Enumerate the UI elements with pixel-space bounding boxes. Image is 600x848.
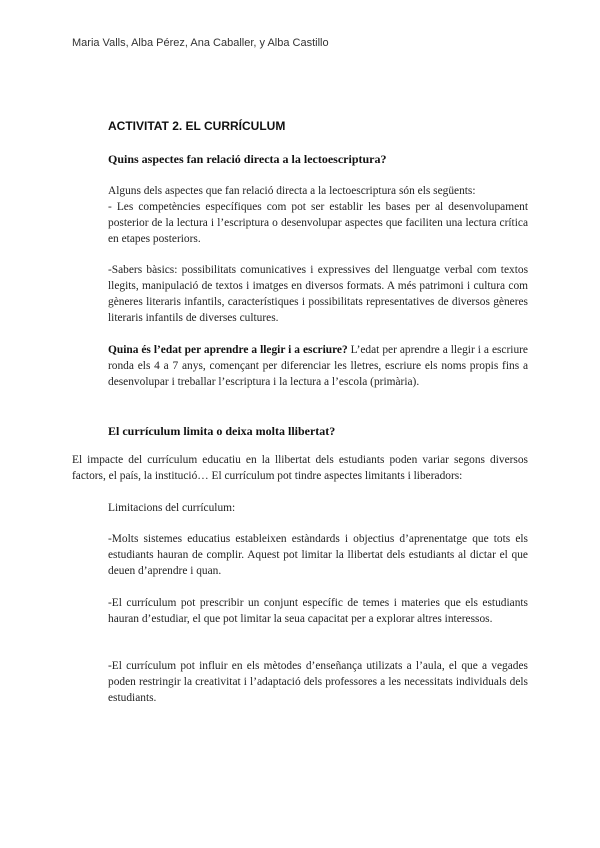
activity-title: ACTIVITAT 2. EL CURRÍCULUM <box>108 119 286 133</box>
page-header-authors: Maria Valls, Alba Pérez, Ana Caballer, y Alba Castillo <box>72 37 329 49</box>
question-heading-freedom: El currículum limita o deixa molta llibertat? <box>108 424 336 438</box>
paragraph-curriculum-impact: El impacte del currículum educatiu en la llibertat dels estudiants poden variar segons diversos factors, el país, la institució… El currículum pot tindre aspectes limitants i liberadors: <box>72 454 528 482</box>
paragraph-limitation-methods: -El currículum pot influir en els mètodes d’enseñança utilizats a l’aula, el que a vegades poden restringir la creativitat i l’adaptació dels professores a les necessitats individuals dels estudiants. <box>108 660 528 704</box>
paragraph-limitations-heading: Limitacions del currículum: <box>108 502 236 514</box>
question-heading-lectoescriptura: Quins aspectes fan relació directa a la lectoescriptura? <box>108 152 387 166</box>
paragraph-competencies: - Les competències específiques com pot ser establir les bases per al desenvolupament posterior de la lectura i l’escriptura o desenvolupar aspectes que faciliten una lectura crítica en etapes posteriors. <box>108 201 528 245</box>
paragraph-basic-knowledge: -Sabers bàsics: possibilitats comunicatives i expressives del llenguatge verbal com textos llegits, manipulació de textos i imatges en diversos formats. A més patrimoni i cultura com gèneres literaris infantils, característiques i possibilitats representatives de diversos gèneres literaris infantils de diverses cultures. <box>108 264 528 324</box>
answer-age-text: L’edat per aprendre a llegir i a escriure ronda els 4 a 7 anys, començant per diferenciar les lletres, escriure els noms propis fins a desenvolupar i treballar l’escriptura i la lectura a l’escola (primària). <box>108 344 528 388</box>
question-inline-age: Quina és l’edat per aprendre a llegir i a escriure? <box>108 344 348 356</box>
paragraph-limitation-topics: -El currículum pot prescribir un conjunt específic de temes i materies que els estudiants hauran d’estudiar, el que pot limitar la seua capacitat per a explorar altres interessos. <box>108 597 528 625</box>
paragraph-aspects-intro: Alguns dels aspectes que fan relació directa a la lectoescriptura són els següents: <box>108 185 476 197</box>
paragraph-age <box>108 342 528 390</box>
paragraph-limitation-standards: -Molts sistemes educatius estableixen estàndards i objectius d’aprenentatge que tots els estudiants hauran de complir. Aquest pot limitar la llibertat dels estudiants al dictar el que deuen d’aprendre i quan. <box>108 533 528 577</box>
